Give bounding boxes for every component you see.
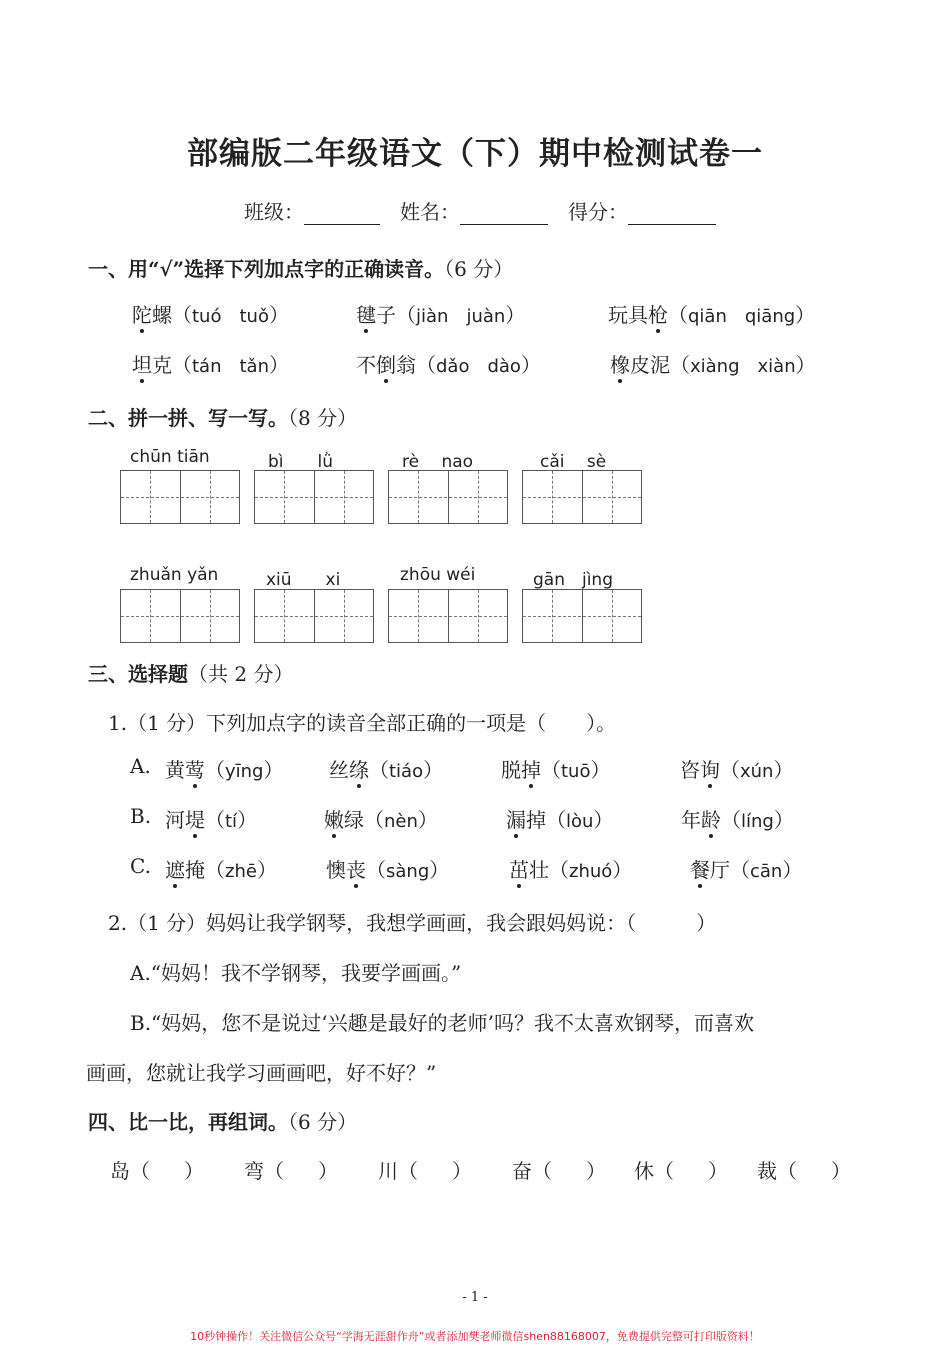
option-item: 嫩绿（nèn） (324, 804, 438, 833)
option-item: 丝绦（tiáo） (329, 754, 443, 783)
option-item: 漏掉（lòu） (506, 804, 613, 833)
word-building-item[interactable]: 裁（ ） (757, 1159, 851, 1183)
s1-item-5: 不倒翁（dǎo dào） (356, 349, 541, 378)
pinyin-label: rè nao (402, 452, 474, 472)
name-field (400, 196, 548, 225)
pinyin-label: bì lǜ (268, 452, 334, 472)
option-item: 年龄（líng） (681, 804, 794, 833)
page-title: 部编版二年级语文（下）期中检测试卷一 (187, 136, 763, 172)
score-label: 得分： (568, 200, 628, 224)
pinyin-label: xiū xi (266, 570, 341, 590)
option-a-label[interactable]: A. (130, 754, 151, 778)
s1-item-2: 毽子（jiàn juàn） (356, 299, 525, 328)
word-building-item[interactable]: 弯（ ） (244, 1159, 338, 1183)
pinyin-label: zhōu wéi (400, 565, 476, 585)
option-item: 懊丧（sàng） (326, 854, 449, 883)
q2-option-b-line-1[interactable]: B.“妈妈，您不是说过‘兴趣是最好的老师’吗？我不太喜欢钢琴，而喜欢 (130, 1011, 754, 1035)
word-building-item[interactable]: 奋（ ） (512, 1159, 606, 1183)
option-item: 脱掉（tuō） (501, 754, 610, 783)
name-blank[interactable] (460, 204, 548, 225)
score-field (568, 196, 716, 225)
class-label: 班级： (244, 200, 304, 224)
word-building-item[interactable]: 休（ ） (634, 1159, 728, 1183)
option-item: 咨询（xún） (680, 754, 793, 783)
option-item: 河堤（tí） (165, 804, 257, 833)
page-number: - 1 - (462, 1290, 488, 1305)
class-blank[interactable] (304, 204, 380, 225)
promo-banner: 10秒钟操作！关注微信公众号“学海无涯甜作舟”或者添加樊老师微信shen88168007，免费提供完整可打印版资料！ (190, 1330, 760, 1343)
section-4-heading: 四、比一比，再组词。（6 分） (88, 1110, 358, 1134)
q2-option-a[interactable]: A.“妈妈！我不学钢琴，我要学画画。” (130, 961, 462, 985)
writing-grid[interactable] (254, 470, 374, 524)
section-1-heading: 一、用“√”选择下列加点字的正确读音。（6 分） (88, 257, 514, 281)
writing-grid[interactable] (388, 470, 508, 524)
option-item: 黄莺（yīng） (165, 754, 284, 783)
option-c-label[interactable]: C. (130, 854, 151, 878)
writing-grid[interactable] (120, 470, 240, 524)
option-b-label[interactable]: B. (130, 804, 152, 828)
question-1: 1.（1 分）下列加点字的读音全部正确的一项是（ ）。 (108, 711, 617, 735)
pinyin-label: zhuǎn yǎn (130, 565, 219, 585)
section-2-heading: 二、拼一拼、写一写。（8 分） (88, 406, 358, 430)
q2-option-b-line-2: 画画，您就让我学习画画吧，好不好？” (86, 1061, 437, 1085)
pinyin-label: chūn tiān (130, 447, 210, 467)
s1-item-3: 玩具枪（qiān qiāng） (608, 299, 815, 328)
question-2: 2.（1 分）妈妈让我学钢琴，我想学画画，我会跟妈妈说：（ ） (108, 911, 717, 935)
writing-grid[interactable] (120, 589, 240, 643)
option-item: 茁壮（zhuó） (509, 854, 632, 883)
pinyin-label: cǎi sè (540, 452, 607, 472)
class-field (244, 196, 380, 225)
writing-grid[interactable] (254, 589, 374, 643)
section-3-heading: 三、选择题（共 2 分） (88, 662, 294, 686)
pinyin-label: gān jìng (533, 570, 613, 590)
s1-item-6: 橡皮泥（xiàng xiàn） (610, 349, 816, 378)
word-building-item[interactable]: 川（ ） (378, 1159, 472, 1183)
writing-grid[interactable] (522, 589, 642, 643)
s1-item-1: 陀螺（tuó tuǒ） (132, 299, 289, 328)
option-item: 遮掩（zhē） (165, 854, 277, 883)
option-item: 餐厅（cān） (690, 854, 802, 883)
name-label: 姓名： (400, 200, 460, 224)
score-blank[interactable] (628, 204, 716, 225)
writing-grid[interactable] (388, 589, 508, 643)
s1-item-4: 坦克（tán tǎn） (132, 349, 289, 378)
writing-grid[interactable] (522, 470, 642, 524)
word-building-item[interactable]: 岛（ ） (110, 1159, 204, 1183)
